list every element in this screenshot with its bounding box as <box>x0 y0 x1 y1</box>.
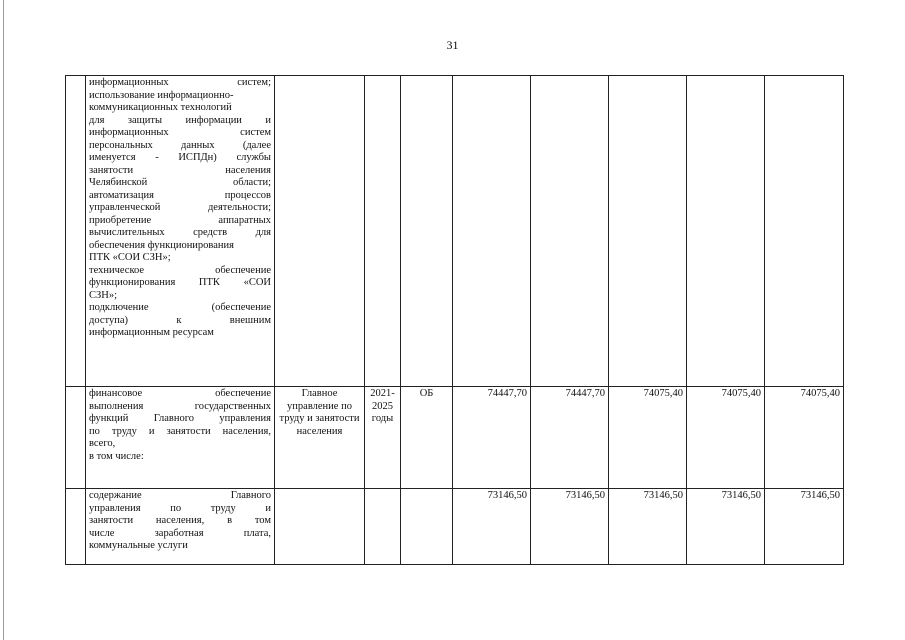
description-cell <box>86 387 275 489</box>
table-row <box>66 489 844 565</box>
amount-cell: 74447,70 <box>453 387 531 489</box>
description-line: управленческой деятельности; <box>89 202 271 213</box>
description-line: доступа) к внешним <box>89 314 271 326</box>
index-cell <box>66 387 86 489</box>
description-line: вычислительных средств для <box>89 227 271 238</box>
description-line: информационным ресурсам <box>89 327 214 338</box>
description-line: техническое обеспечение <box>89 264 271 276</box>
executor-cell <box>275 76 365 387</box>
description-cell <box>86 489 275 565</box>
amount-cell: 73146,50 <box>765 489 844 565</box>
description-line: функций Главного управления <box>89 413 271 424</box>
description-line: занятости населения, в том <box>89 515 271 526</box>
amount-cell <box>765 76 844 387</box>
description-line: по труду и занятости населения, <box>89 425 271 437</box>
description-line: коммунальные услуги <box>89 540 188 551</box>
amount-cell <box>687 76 765 387</box>
amount-cell <box>609 76 687 387</box>
description-line: управления по труду и <box>89 502 271 514</box>
amount-cell <box>453 76 531 387</box>
description-line: всего, <box>89 438 116 449</box>
program-table <box>65 75 844 565</box>
amount-cell: 73146,50 <box>453 489 531 565</box>
description-line: подключение (обеспечение <box>89 302 271 313</box>
table-row <box>66 76 844 387</box>
description-line: именуется - ИСПДн) службы <box>89 152 271 163</box>
executor-cell <box>275 489 365 565</box>
index-cell <box>66 76 86 387</box>
funding-source-cell <box>401 489 453 565</box>
description-line: ПТК «СОИ СЗН»; <box>89 252 171 263</box>
period-cell: 2021-2025 годы <box>365 387 401 489</box>
period-cell <box>365 489 401 565</box>
description-line: информационных систем <box>89 127 271 138</box>
description-line: занятости населения <box>89 164 271 176</box>
description-line: выполнения государственных <box>89 400 271 412</box>
description-line: функционирования ПТК «СОИ <box>89 277 271 288</box>
description-line: автоматизация процессов <box>89 189 271 201</box>
amount-cell <box>531 76 609 387</box>
amount-cell: 73146,50 <box>531 489 609 565</box>
description-line: Челябинской области; <box>89 177 271 188</box>
funding-source-cell <box>401 76 453 387</box>
left-margin-line <box>3 0 4 640</box>
amount-cell: 73146,50 <box>609 489 687 565</box>
description-line: использование информационно- <box>89 89 234 101</box>
description-cell <box>86 76 275 387</box>
amount-cell: 74075,40 <box>609 387 687 489</box>
funding-source-cell: ОБ <box>401 387 453 489</box>
amount-cell: 74447,70 <box>531 387 609 489</box>
description-line: приобретение аппаратных <box>89 214 271 226</box>
description-line: содержание Главного <box>89 490 271 501</box>
amount-cell: 74075,40 <box>687 387 765 489</box>
description-line: персональных данных (далее <box>89 139 271 151</box>
page-number: 31 <box>446 38 459 52</box>
amount-cell: 73146,50 <box>687 489 765 565</box>
description-line: СЗН»; <box>89 289 118 301</box>
description-line: обеспечения функционирования <box>89 239 234 251</box>
executor-cell: Главное управление по труду и занятости населения <box>275 387 365 489</box>
description-line: числе заработная плата, <box>89 527 271 539</box>
amount-cell: 74075,40 <box>765 387 844 489</box>
table-row <box>66 387 844 489</box>
index-cell <box>66 489 86 565</box>
description-line: информационных систем; <box>89 77 271 88</box>
description-line: коммуникационных технологий <box>89 102 232 113</box>
description-line: для защиты информации и <box>89 114 271 126</box>
description-line: финансовое обеспечение <box>89 388 271 399</box>
period-cell <box>365 76 401 387</box>
description-line: в том числе: <box>89 450 144 462</box>
